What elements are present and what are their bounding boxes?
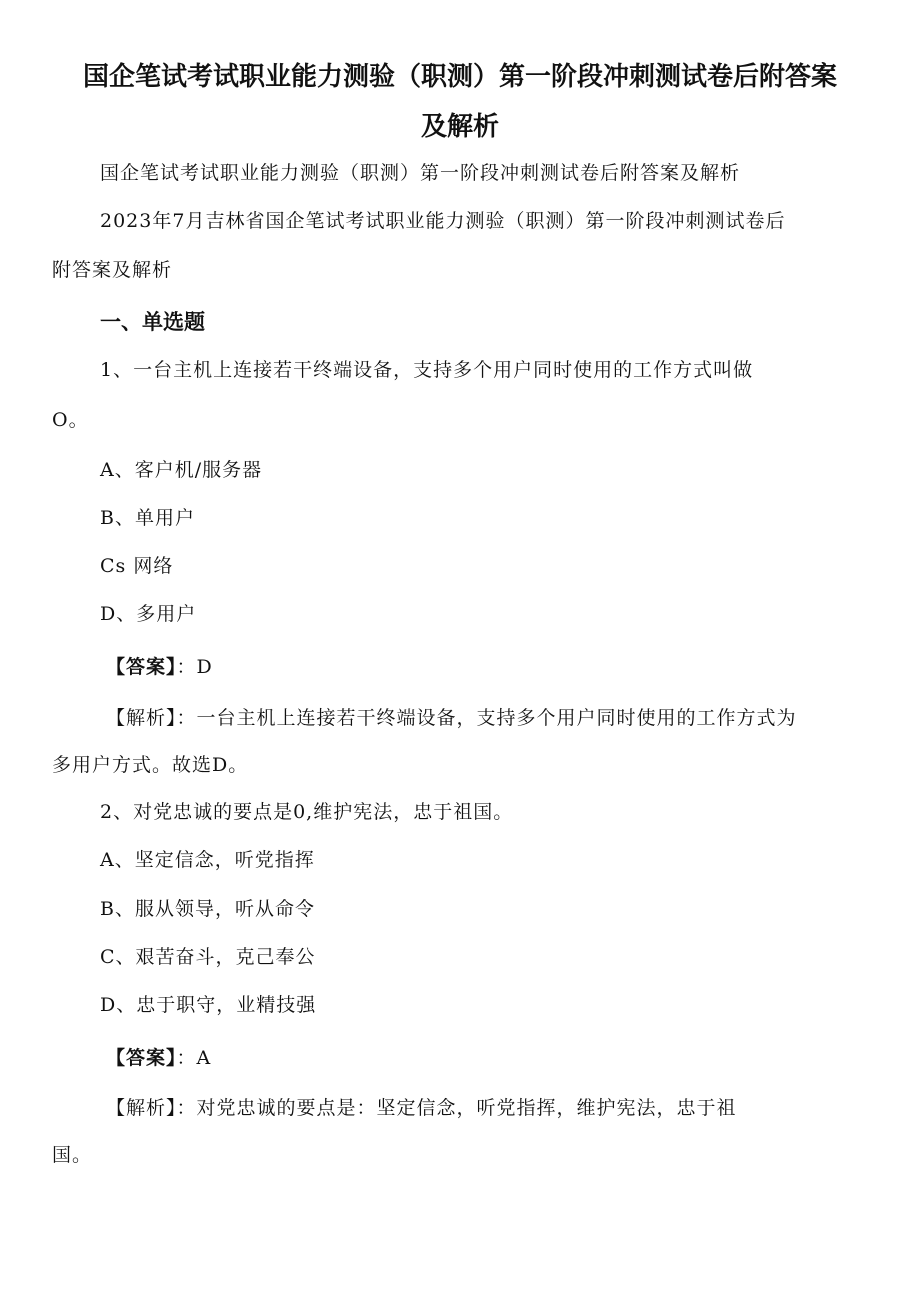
question-1-answer [106,654,213,680]
question-2-stem-line-1: 2、对党忠诚的要点是0,维护宪法，忠于祖国。 [100,801,514,823]
question-1-analysis-line-1 [106,705,797,731]
question-2-analysis-line-1 [106,1095,737,1121]
question-1-option-d: D、多用户 [100,603,197,625]
question-2-option-a: A、坚定信念，听党指挥 [100,849,315,871]
question-2-option-d: D、忠于职守，业精技强 [100,994,317,1016]
answer-value: ：D [176,656,213,678]
question-1-option-b: B、单用户 [100,507,195,529]
document-title-line-2: 及解析 [420,112,499,142]
question-1-stem-line-2: O。 [52,409,89,431]
question-2-option-c: C、艰苦奋斗，克己奉公 [100,946,316,968]
document-title-line-1: 国企笔试考试职业能力测验（职测）第一阶段冲刺测试卷后附答案 [82,62,837,92]
question-1-option-c: Cs 网络 [100,555,174,577]
analysis-label: 【解析】 [106,1097,177,1119]
question-2-option-b: B、服从领导，听从命令 [100,898,315,920]
question-2-answer [106,1045,211,1071]
intro-line-1: 2023年7月吉林省国企笔试考试职业能力测验（职测）第一阶段冲刺测试卷后 [100,210,786,232]
analysis-text: ：一台主机上连接若干终端设备，支持多个用户同时使用的工作方式为 [176,707,797,729]
analysis-label: 【解析】 [106,707,177,729]
answer-value: ：A [176,1047,212,1069]
analysis-text: ：对党忠诚的要点是：坚定信念，听党指挥，维护宪法，忠于祖 [176,1097,737,1119]
question-2-analysis-line-2: 国。 [52,1144,93,1166]
question-1-stem-line-1: 1、一台主机上连接若干终端设备，支持多个用户同时使用的工作方式叫做 [100,359,754,381]
answer-label: 【答案】 [106,656,177,678]
section-heading: 一、单选题 [100,310,205,334]
question-1-option-a: A、客户机/服务器 [100,459,263,481]
answer-label: 【答案】 [106,1047,177,1069]
question-1-analysis-line-2: 多用户方式。故选D。 [52,754,249,776]
document-subtitle: 国企笔试考试职业能力测验（职测）第一阶段冲刺测试卷后附答案及解析 [100,162,741,184]
intro-line-2: 附答案及解析 [52,259,173,281]
